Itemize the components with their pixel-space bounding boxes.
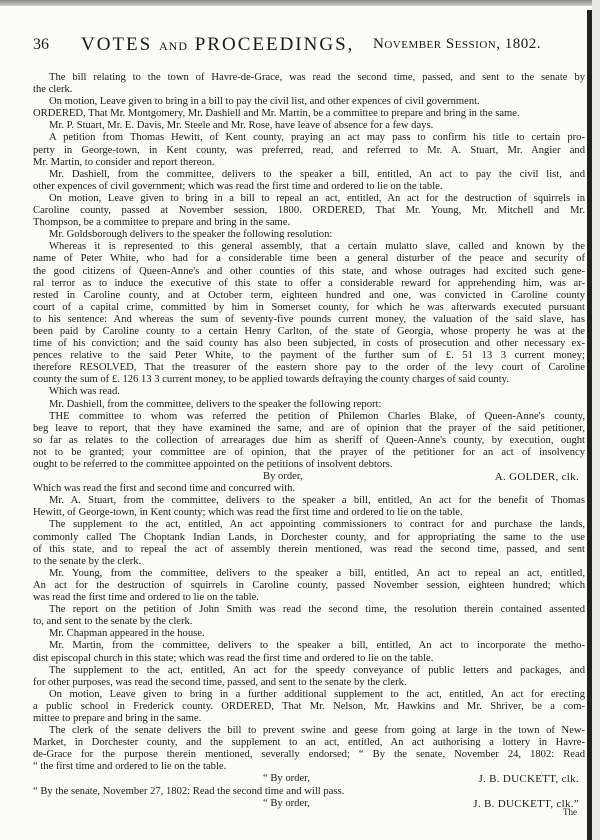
signature-line: [33, 798, 585, 810]
text-line: to his sentence: And whereas the sum of seventy-five pounds current money, the valuation of the said slave, has: [33, 313, 585, 325]
text-line: Mr. Chapman appeared in the house.: [49, 628, 205, 640]
text-line: ral terror as to induce the executive of this state to offer a considerable reward for apprehending him, was ar-: [33, 277, 585, 289]
catchword: The: [563, 807, 577, 817]
text-line: THE committee to whom was referred the petition of Philemon Charles Blake, of Queen-Anne's county,: [49, 410, 585, 422]
text-line: so far as relates to the collection of arrearages due him as sheriff of Queen-Anne's county, by execution, ought: [33, 434, 585, 446]
text-line: to, and sent to the senate by the clerk.: [33, 616, 193, 628]
text-line: beg leave to report, that they have examined the same, and are of opinion that the prayer of the said petitioner,: [33, 422, 585, 434]
text-line: therefore RESOLVED, That the treasurer of the eastern shore pay to the order of the levy court of Caroline: [33, 362, 585, 374]
paragraph: [33, 495, 585, 519]
title-and: AND: [158, 39, 188, 53]
text-line: Which was read.: [49, 386, 120, 398]
text-line: Hewitt, of George-town, in Kent county; which was read the first time and ordered to lie on the table.: [33, 507, 463, 519]
text-line: other expences of civil government; which was read the first time and ordered to lie on the table.: [33, 180, 443, 192]
text-line: Mr. A. Stuart, from the committee, delivers to the speaker a bill, entitled, An act for the benefit of Thomas: [49, 495, 585, 507]
paragraph: [33, 483, 585, 495]
text-line: time of his conviction; and the said county has also been subjected, in costs of prosecution and other necessary ex-: [33, 338, 585, 350]
paragraph: [33, 132, 585, 168]
scan-top-edge: [0, 0, 600, 6]
text-line: Which was read the first and second time and concurred with.: [33, 483, 296, 495]
title-votes: VOTES: [81, 34, 153, 55]
clerk-signature: J. B. DUCKETT, clk.: [478, 773, 579, 786]
text-line: the good citizens of Queen-Anne's and other counties of this state, and whose outrages had excited such gene-: [33, 265, 585, 277]
text-line: Mr. Dashiell, from the committee, delivers to the speaker a bill, entitled, An act to pay the civil list, and: [49, 168, 585, 180]
text-line: The supplement to the act, entitled, An act for the speedy conveyance of public letters and packages, and: [49, 664, 585, 676]
text-line: Mr. Martin, to consider and report thereon.: [33, 156, 215, 168]
text-line: An act for the destruction of squirrels in Caroline county, passed November session, eighteen hundred; which: [33, 579, 585, 591]
text-line: Mr. Martin, from the committee, delivers to the speaker a bill, entitled, An act to incorporate the metho-: [49, 640, 585, 652]
text-line: On motion, Leave given to bring in a bill to repeal an act, entitled, An act for the destruction of squirrels in: [49, 192, 585, 204]
paragraph: [33, 640, 585, 664]
text-line: Mr. Goldsborough delivers to the speaker the following resolution:: [49, 229, 333, 241]
running-header: [33, 34, 586, 56]
paragraph: [33, 241, 585, 386]
paragraph: [33, 399, 585, 411]
text-line: was read the first time and ordered to lie on the table.: [33, 592, 259, 604]
text-line: the clerk.: [33, 84, 73, 96]
adjacent-page-edge: [592, 0, 600, 840]
document-body: [33, 72, 585, 810]
paragraph: [33, 108, 585, 120]
text-line: Mr. Young, from the committee, delivers to the speaker a bill, entitled, An act to repeal an act, entitled,: [49, 567, 585, 579]
paragraph: [33, 786, 585, 798]
paragraph: [33, 193, 585, 229]
text-line: court of a capital crime, committed by him in Somerset county, for which he was afterwards executed pursuant: [33, 301, 585, 313]
text-line: Mr. P. Stuart, Mr. E. Davis, Mr. Steele and Mr. Rose, have leave of absence for a few days.: [49, 120, 434, 132]
text-line: perty in George-town, in Kent county, was preferred, read, and referred to Mr. A. Stuart, Mr. Angier and: [33, 144, 585, 156]
text-line: The report on the petition of John Smith was read the second time, the resolution therein contained assented: [49, 604, 585, 616]
signature-line: [33, 773, 585, 785]
paragraph: [33, 411, 585, 471]
paragraph: [33, 96, 585, 108]
text-line: Caroline county, passed at November session, 1800. ORDERED, That Mr. Young, Mr. Mitchell and Mr.: [33, 205, 585, 217]
by-order-text: “ By order,: [263, 773, 310, 785]
text-line: of this state, and to repeal the act of assembly therein mentioned, was read the second time, passed, and sent: [33, 543, 585, 555]
text-line: The supplement to the act, entitled, An act appointing commissioners to contract for and purchase the lands,: [49, 519, 585, 531]
text-line: de-Grace for the purpose therein mentioned, severally endorsed; “ By the senate, November 24, 1802: Read: [33, 749, 585, 761]
text-line: The bill relating to the town of Havre-de-Grace, was read the second time, passed, and sent to the senate by: [49, 72, 585, 83]
text-line: a public school in Frederick county. ORDERED, That Mr. Nelson, Mr. Hawkins and Mr. Shriver, be a com-: [33, 700, 585, 712]
text-line: rested in Caroline county, and at October term, eighteen hundred and one, was convicted in Caroline county: [33, 289, 585, 301]
text-line: Thompson, be a committee to prepare and bring in the same.: [33, 217, 291, 229]
page-number: 36: [33, 36, 49, 53]
paragraph: [33, 120, 585, 132]
text-line: dist episcopal church in this state; which was read the first time and ordered to lie on the table.: [33, 652, 434, 664]
paragraph: [33, 386, 585, 398]
header-session: November Session, 1802.: [373, 36, 541, 52]
text-line: ought to be referred to the committee appointed on the petitions of insolvent debtors.: [33, 459, 393, 470]
title-proceedings: PROCEEDINGS,: [194, 34, 355, 55]
text-line: Market, in Dorchester county, and the supplement to an act, entitled, An act authorising a lottery in Havre-: [33, 737, 585, 749]
text-line: A petition from Thomas Hewitt, of Kent county, praying an act may pass to confirm his title to certain pro-: [49, 132, 585, 144]
text-line: name of Peter White, who had for a considerable time been a general disturber of the peace and security of: [33, 253, 585, 265]
header-title: [81, 34, 354, 56]
paragraph: [33, 229, 585, 241]
text-line: The clerk of the senate delivers the bill to prevent swine and geese from going at large in the town of New-: [49, 725, 585, 737]
text-line: mittee to prepare and bring in the same.: [33, 712, 202, 724]
paragraph: [33, 628, 585, 640]
page-gutter: [587, 10, 592, 840]
text-line: Mr. Dashiell, from the committee, delivers to the speaker the following report:: [49, 398, 382, 410]
paragraph: [33, 725, 585, 773]
by-order-text: “ By order,: [263, 797, 310, 809]
paragraph: [33, 604, 585, 628]
clerk-signature: J. B. DUCKETT, clk.”: [473, 797, 579, 810]
text-line: for other purposes, was read the second time, passed, and sent to the senate by the clerk.: [33, 676, 407, 688]
text-line: “ By the senate, November 27, 1802: Read the second time and will pass.: [33, 785, 345, 797]
clerk-signature: A. GOLDER, clk.: [494, 471, 579, 484]
signature-line: [33, 471, 585, 483]
text-line: On motion, Leave given to bring in a bill to pay the civil list, and other expences of civil government.: [49, 96, 480, 108]
text-line: to the senate by the clerk.: [33, 555, 142, 567]
by-order-text: By order,: [263, 471, 303, 483]
text-line: not to be granted; your committee are of opinion, that the prayer of the petitioner for an act of insolvency: [33, 446, 585, 458]
paragraph: [33, 169, 585, 193]
text-line: Whereas it is represented to this general assembly, that a certain mulatto slave, called and known by the: [49, 241, 585, 253]
text-line: pences relative to the said Peter White, to the payment of the further sum of £. 51 13 3 current money;: [33, 350, 585, 362]
paragraph: [33, 689, 585, 725]
paragraph: [33, 665, 585, 689]
paragraph: [33, 519, 585, 567]
text-line: been paid by Caroline county to a certain Henry Carlton, of the state of Georgia, whose property he was at the: [33, 325, 585, 337]
text-line: county the sum of £. 126 13 3 current money, to be applied towards defraying the county charges of said county.: [33, 374, 509, 386]
text-line: commonly called The Choptank Indian Lands, in Dorchester county, and for appropriating the same to the use: [33, 531, 585, 543]
text-line: ORDERED, That Mr. Montgomery, Mr. Dashiell and Mr. Martin, be a committee to prepare and bring in the same.: [33, 108, 520, 120]
text-line: On motion, Leave given to bring in a further additional supplement to the act, entitled, An act for erecting: [49, 688, 585, 700]
text-line: “ the first time and ordered to lie on the table.: [33, 761, 227, 773]
paragraph: [33, 72, 585, 96]
paragraph: [33, 568, 585, 604]
